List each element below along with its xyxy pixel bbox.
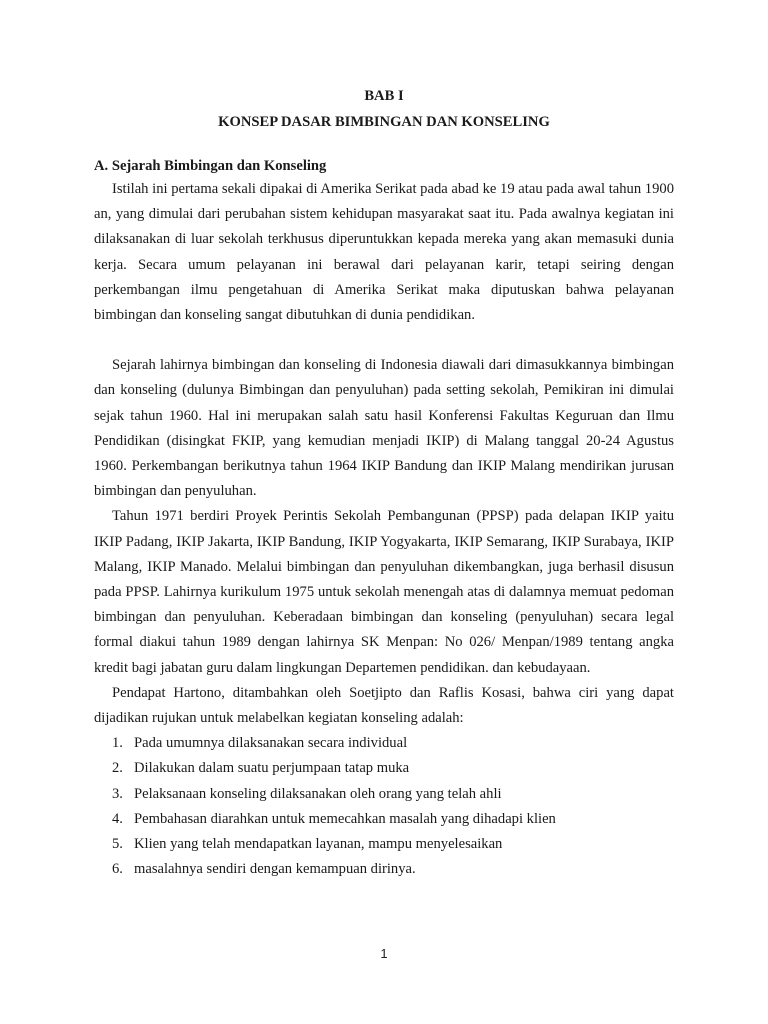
- section-heading: A. Sejarah Bimbingan dan Konseling: [94, 158, 327, 174]
- list-item: [94, 782, 674, 807]
- paragraph-hartono: Pendapat Hartono, ditambahkan oleh Soetjipto dan Raflis Kosasi, bahwa ciri yang dapat dijadikan rujukan untuk melabelkan kegiatan konseling adalah:: [94, 684, 674, 727]
- list-item-number: 3.: [112, 785, 123, 802]
- list-item: [94, 731, 674, 756]
- paragraph-ppsp: Tahun 1971 berdiri Proyek Perintis Sekolah Pembangunan (PPSP) pada delapan IKIP yaitu IKIP Padang, IKIP Jakarta, IKIP Bandung, IKIP Yogyakarta, IKIP Semarang, IKIP Surabaya, IKIP Malang, IKIP Manado. Melalui bimbingan dan penyuluhan dikembangkan, juga berhasil disusun pada PPSP. Lahirnya kurikulum 1975 untuk sekolah menengah atas di dalamnya memuat pedoman bimbingan dan penyuluhan. Keberadaan bimbingan dan konseling (penyuluhan) secara legal formal diakui tahun 1989 dengan lahirnya SK Menpan: No 026/ Menpan/1989 tentang angka kredit bagi jabatan guru dalam lingkungan Departemen pendidikan. dan kebudayaan.: [94, 508, 674, 676]
- list-item-number: 2.: [112, 760, 123, 777]
- list-item-number: 4.: [112, 810, 123, 827]
- list-item-text: Pembahasan diarahkan untuk memecahkan masalah yang dihadapi klien: [134, 810, 556, 827]
- list-item-text: Pada umumnya dilaksanakan secara individual: [134, 735, 408, 752]
- paragraph-spacer: [94, 328, 674, 353]
- counseling-criteria-list: [94, 731, 674, 882]
- list-item-text: Klien yang telah mendapatkan layanan, mampu menyelesaikan: [134, 836, 503, 853]
- paragraph-history-indonesia: Sejarah lahirnya bimbingan dan konseling di Indonesia diawali dari dimasukkannya bimbingan dan konseling (dulunya Bimbingan dan penyuluhan) pada setting sekolah, Pemikiran ini dimulai sejak tahun 1960. Hal ini merupakan salah satu hasil Konferensi Fakultas Keguruan dan Ilmu Pendidikan (disingkat FKIP, yang kemudian menjadi IKIP) di Malang tanggal 20-24 Agustus 1960. Perkembangan berikutnya tahun 1964 IKIP Bandung dan IKIP Malang mendirikan jurusan bimbingan dan penyuluhan.: [94, 357, 674, 500]
- list-item-number: 1.: [112, 735, 123, 752]
- list-item-text: masalahnya sendiri dengan kemampuan dirinya.: [134, 861, 416, 878]
- chapter-title: KONSEP DASAR BIMBINGAN DAN KONSELING: [218, 114, 550, 130]
- list-item: [94, 832, 674, 857]
- page-number: 1: [380, 946, 388, 961]
- list-item-number: 6.: [112, 861, 123, 878]
- list-item-number: 5.: [112, 836, 123, 853]
- list-item: [94, 857, 674, 882]
- list-item: [94, 807, 674, 832]
- page-content: [94, 86, 674, 882]
- list-item-text: Pelaksanaan konseling dilaksanakan oleh orang yang telah ahli: [134, 785, 502, 802]
- paragraph-history-origin: Istilah ini pertama sekali dipakai di Amerika Serikat pada abad ke 19 atau pada awal tahun 1900 an, yang dimulai dari perubahan sistem kehidupan masyarakat saat itu. Pada awalnya kegiatan ini dilaksanakan di luar sekolah terkhusus diperuntukkan kepada mereka yang akan memasuki dunia kerja. Secara umum pelayanan ini berawal dari pelayanan karir, tetapi seiring dengan perkembangan ilmu pengetahuan di Amerika Serikat maka diputuskan bahwa pelayanan bimbingan dan konseling sangat dibutuhkan di dunia pendidikan.: [94, 181, 674, 324]
- list-item-text: Dilakukan dalam suatu perjumpaan tatap muka: [134, 760, 410, 777]
- list-item: [94, 756, 674, 781]
- chapter-label: BAB I: [364, 88, 404, 104]
